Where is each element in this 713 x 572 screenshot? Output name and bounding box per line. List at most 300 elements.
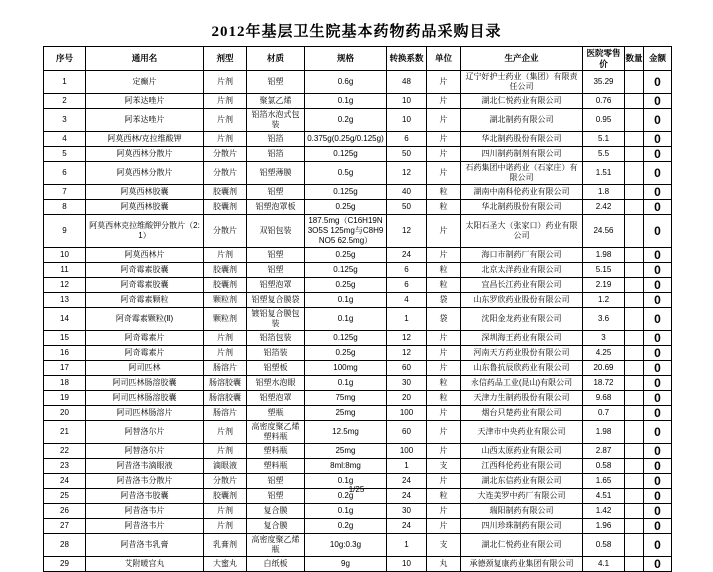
table-row — [44, 376, 672, 391]
cell-specification: 10g:0.3g — [305, 534, 387, 557]
table-row — [44, 421, 672, 444]
cell-manufacturer: 沈阳金龙药业有限公司 — [461, 308, 583, 331]
cell-material: 铝塑复合膜袋 — [247, 293, 305, 308]
column-header-quantity: 数量 — [625, 47, 644, 71]
table-row — [44, 504, 672, 519]
table-row — [44, 263, 672, 278]
cell-serial-number: 27 — [44, 519, 86, 534]
table-row — [44, 406, 672, 421]
cell-quantity — [625, 215, 644, 248]
cell-dosage-form: 肠溶片 — [204, 406, 247, 421]
cell-quantity — [625, 308, 644, 331]
cell-dosage-form: 片剂 — [204, 248, 247, 263]
cell-serial-number: 3 — [44, 109, 86, 132]
cell-amount: 0 — [644, 474, 672, 489]
cell-dosage-form: 片剂 — [204, 109, 247, 132]
cell-specification: 0.125g — [305, 263, 387, 278]
table-row — [44, 519, 672, 534]
table-row — [44, 132, 672, 147]
cell-material: 聚氯乙烯 — [247, 94, 305, 109]
cell-unit: 片 — [427, 331, 461, 346]
cell-dosage-form: 肠溶胶囊 — [204, 376, 247, 391]
cell-unit: 片 — [427, 444, 461, 459]
table-row — [44, 391, 672, 406]
cell-quantity — [625, 519, 644, 534]
cell-unit: 片 — [427, 147, 461, 162]
cell-specification: 0.25g — [305, 248, 387, 263]
cell-generic-name: 阿昔洛韦胶囊 — [86, 489, 204, 504]
cell-material: 铝塑泡罩 — [247, 391, 305, 406]
cell-amount: 0 — [644, 504, 672, 519]
cell-serial-number: 1 — [44, 71, 86, 94]
cell-unit: 片 — [427, 109, 461, 132]
cell-conversion-factor: 1 — [387, 459, 427, 474]
cell-quantity — [625, 391, 644, 406]
cell-specification: 0.1g — [305, 474, 387, 489]
cell-material: 铝塑 — [247, 474, 305, 489]
cell-hospital-retail-price: 24.56 — [583, 215, 625, 248]
cell-manufacturer: 海口市制药厂有限公司 — [461, 248, 583, 263]
cell-material: 铝塑 — [247, 248, 305, 263]
cell-material: 铝塑板 — [247, 361, 305, 376]
cell-hospital-retail-price: 0.7 — [583, 406, 625, 421]
cell-unit: 丸 — [427, 557, 461, 572]
cell-generic-name: 阿苯达唑片 — [86, 94, 204, 109]
cell-material: 铝塑水泡眼 — [247, 376, 305, 391]
cell-dosage-form: 片剂 — [204, 331, 247, 346]
cell-quantity — [625, 504, 644, 519]
cell-generic-name: 阿莫西林胶囊 — [86, 185, 204, 200]
cell-unit: 粒 — [427, 263, 461, 278]
cell-amount: 0 — [644, 534, 672, 557]
cell-unit: 片 — [427, 406, 461, 421]
cell-serial-number: 29 — [44, 557, 86, 572]
cell-quantity — [625, 459, 644, 474]
cell-serial-number: 4 — [44, 132, 86, 147]
cell-material: 白纸板 — [247, 557, 305, 572]
cell-dosage-form: 分散片 — [204, 215, 247, 248]
table-row — [44, 200, 672, 215]
cell-hospital-retail-price: 4.25 — [583, 346, 625, 361]
cell-material: 铝塑 — [247, 185, 305, 200]
cell-quantity — [625, 162, 644, 185]
cell-dosage-form: 乳膏剂 — [204, 534, 247, 557]
table-body — [44, 71, 672, 572]
table-row — [44, 346, 672, 361]
cell-material: 镀铝复合膜包装 — [247, 308, 305, 331]
cell-amount: 0 — [644, 278, 672, 293]
cell-unit: 粒 — [427, 185, 461, 200]
table-row — [44, 444, 672, 459]
cell-specification: 75mg — [305, 391, 387, 406]
cell-generic-name: 阿替洛尔片 — [86, 421, 204, 444]
cell-quantity — [625, 406, 644, 421]
table-row — [44, 248, 672, 263]
cell-generic-name: 阿司匹林肠溶胶囊 — [86, 376, 204, 391]
cell-hospital-retail-price: 1.98 — [583, 248, 625, 263]
page-number: 1/25 — [348, 485, 365, 494]
cell-serial-number: 28 — [44, 534, 86, 557]
cell-unit: 片 — [427, 71, 461, 94]
cell-quantity — [625, 248, 644, 263]
cell-unit: 粒 — [427, 376, 461, 391]
cell-manufacturer: 北京太洋药业有限公司 — [461, 263, 583, 278]
cell-dosage-form: 颗粒剂 — [204, 293, 247, 308]
cell-dosage-form: 片剂 — [204, 504, 247, 519]
cell-serial-number: 8 — [44, 200, 86, 215]
cell-amount: 0 — [644, 391, 672, 406]
cell-unit: 片 — [427, 361, 461, 376]
cell-material: 复合膜 — [247, 504, 305, 519]
cell-hospital-retail-price: 2.87 — [583, 444, 625, 459]
cell-manufacturer: 辽宁好护士药业（集团）有限责任公司 — [461, 71, 583, 94]
cell-serial-number: 16 — [44, 346, 86, 361]
cell-hospital-retail-price: 1.98 — [583, 421, 625, 444]
cell-manufacturer: 四川制药制剂有限公司 — [461, 147, 583, 162]
cell-manufacturer: 湖北制药有限公司 — [461, 109, 583, 132]
cell-hospital-retail-price: 4.51 — [583, 489, 625, 504]
table-row — [44, 94, 672, 109]
table-row — [44, 534, 672, 557]
cell-conversion-factor: 60 — [387, 361, 427, 376]
cell-manufacturer: 天津力生制药股份有限公司 — [461, 391, 583, 406]
cell-quantity — [625, 278, 644, 293]
cell-generic-name: 艾附暖宫丸 — [86, 557, 204, 572]
cell-specification: 0.1g — [305, 376, 387, 391]
cell-amount: 0 — [644, 376, 672, 391]
cell-serial-number: 21 — [44, 421, 86, 444]
cell-conversion-factor: 50 — [387, 200, 427, 215]
cell-generic-name: 阿昔洛韦片 — [86, 504, 204, 519]
cell-amount: 0 — [644, 331, 672, 346]
cell-generic-name: 阿奇霉素颗粒 — [86, 293, 204, 308]
cell-generic-name: 阿司匹林 — [86, 361, 204, 376]
cell-material: 铝塑泡罩板 — [247, 200, 305, 215]
column-header-specification: 规格 — [305, 47, 387, 71]
cell-unit: 片 — [427, 248, 461, 263]
column-header-serial: 序号 — [44, 47, 86, 71]
cell-quantity — [625, 444, 644, 459]
cell-amount: 0 — [644, 459, 672, 474]
cell-generic-name: 阿奇霉素片 — [86, 331, 204, 346]
cell-amount: 0 — [644, 308, 672, 331]
cell-material: 铝塑 — [247, 71, 305, 94]
cell-hospital-retail-price: 0.76 — [583, 94, 625, 109]
cell-material: 塑料瓶 — [247, 459, 305, 474]
cell-dosage-form: 胶囊剂 — [204, 263, 247, 278]
cell-serial-number: 9 — [44, 215, 86, 248]
cell-conversion-factor: 100 — [387, 444, 427, 459]
table-row — [44, 185, 672, 200]
cell-unit: 片 — [427, 346, 461, 361]
cell-serial-number: 25 — [44, 489, 86, 504]
cell-dosage-form: 分散片 — [204, 162, 247, 185]
cell-dosage-form: 片剂 — [204, 444, 247, 459]
cell-hospital-retail-price: 5.15 — [583, 263, 625, 278]
cell-hospital-retail-price: 1.96 — [583, 519, 625, 534]
cell-dosage-form: 片剂 — [204, 346, 247, 361]
table-row — [44, 459, 672, 474]
cell-specification: 0.125g — [305, 147, 387, 162]
cell-amount: 0 — [644, 94, 672, 109]
cell-serial-number: 24 — [44, 474, 86, 489]
cell-hospital-retail-price: 3.6 — [583, 308, 625, 331]
cell-unit: 粒 — [427, 489, 461, 504]
cell-unit: 粒 — [427, 391, 461, 406]
cell-specification: 0.375g(0.25g/0.125g) — [305, 132, 387, 147]
cell-hospital-retail-price: 9.68 — [583, 391, 625, 406]
cell-material: 铝箔 — [247, 147, 305, 162]
cell-serial-number: 20 — [44, 406, 86, 421]
cell-hospital-retail-price: 3 — [583, 331, 625, 346]
cell-hospital-retail-price: 0.58 — [583, 459, 625, 474]
cell-hospital-retail-price: 5.1 — [583, 132, 625, 147]
cell-unit: 片 — [427, 421, 461, 444]
column-header-dosage-form: 剂型 — [204, 47, 247, 71]
cell-specification: 0.25g — [305, 200, 387, 215]
cell-amount: 0 — [644, 162, 672, 185]
cell-amount: 0 — [644, 263, 672, 278]
cell-dosage-form: 片剂 — [204, 421, 247, 444]
column-header-conversion-factor: 转换系数 — [387, 47, 427, 71]
column-header-material: 材质 — [247, 47, 305, 71]
cell-hospital-retail-price: 0.58 — [583, 534, 625, 557]
cell-amount: 0 — [644, 361, 672, 376]
cell-conversion-factor: 10 — [387, 94, 427, 109]
cell-generic-name: 阿昔洛韦滴眼液 — [86, 459, 204, 474]
cell-manufacturer: 山东罗欣药业股份有限公司 — [461, 293, 583, 308]
cell-hospital-retail-price: 20.69 — [583, 361, 625, 376]
cell-specification: 0.1g — [305, 308, 387, 331]
table-row — [44, 278, 672, 293]
page-title: 2012年基层卫生院基本药物药品采购目录 — [211, 24, 502, 40]
cell-conversion-factor: 6 — [387, 132, 427, 147]
cell-manufacturer: 山西太原药业有限公司 — [461, 444, 583, 459]
cell-generic-name: 阿奇霉素胶囊 — [86, 263, 204, 278]
cell-specification: 0.1g — [305, 504, 387, 519]
cell-material: 铝箔装 — [247, 346, 305, 361]
cell-specification: 0.125g — [305, 331, 387, 346]
cell-conversion-factor: 48 — [387, 71, 427, 94]
cell-conversion-factor: 12 — [387, 331, 427, 346]
cell-amount: 0 — [644, 109, 672, 132]
table-row — [44, 557, 672, 572]
cell-specification: 25mg — [305, 444, 387, 459]
cell-dosage-form: 胶囊剂 — [204, 489, 247, 504]
cell-manufacturer: 四川珍珠制药有限公司 — [461, 519, 583, 534]
cell-manufacturer: 湖北仁悦药业有限公司 — [461, 94, 583, 109]
column-header-generic-name: 通用名 — [86, 47, 204, 71]
cell-generic-name: 阿莫西林分散片 — [86, 162, 204, 185]
cell-manufacturer: 江西科伦药业有限公司 — [461, 459, 583, 474]
cell-manufacturer: 湖北仁悦药业有限公司 — [461, 534, 583, 557]
cell-serial-number: 17 — [44, 361, 86, 376]
cell-conversion-factor: 24 — [387, 489, 427, 504]
cell-manufacturer: 承德颈复康药业集团有限公司 — [461, 557, 583, 572]
cell-serial-number: 10 — [44, 248, 86, 263]
cell-specification: 8ml:8mg — [305, 459, 387, 474]
cell-material: 铝塑薄膜 — [247, 162, 305, 185]
cell-material: 铝塑 — [247, 263, 305, 278]
cell-dosage-form: 大蜜丸 — [204, 557, 247, 572]
cell-conversion-factor: 30 — [387, 504, 427, 519]
cell-generic-name: 定癫片 — [86, 71, 204, 94]
cell-manufacturer: 烟台只楚药业有限公司 — [461, 406, 583, 421]
cell-material: 铝箔包装 — [247, 331, 305, 346]
cell-unit: 片 — [427, 474, 461, 489]
cell-specification: 25mg — [305, 406, 387, 421]
cell-generic-name: 阿莫西林/克拉维酸钾 — [86, 132, 204, 147]
cell-conversion-factor: 24 — [387, 519, 427, 534]
cell-material: 高密度聚乙烯塑料瓶 — [247, 421, 305, 444]
column-header-amount: 金额 — [644, 47, 672, 71]
cell-amount: 0 — [644, 406, 672, 421]
cell-manufacturer: 湖北东信药业有限公司 — [461, 474, 583, 489]
cell-generic-name: 阿司匹林肠溶片 — [86, 406, 204, 421]
cell-serial-number: 22 — [44, 444, 86, 459]
cell-quantity — [625, 263, 644, 278]
cell-amount: 0 — [644, 346, 672, 361]
cell-amount: 0 — [644, 185, 672, 200]
cell-amount: 0 — [644, 147, 672, 162]
cell-hospital-retail-price: 1.51 — [583, 162, 625, 185]
cell-specification: 0.25g — [305, 278, 387, 293]
cell-material: 复合膜 — [247, 519, 305, 534]
cell-manufacturer: 大连美罗中药厂有限公司 — [461, 489, 583, 504]
cell-quantity — [625, 557, 644, 572]
cell-specification: 9g — [305, 557, 387, 572]
cell-dosage-form: 片剂 — [204, 132, 247, 147]
cell-dosage-form: 片剂 — [204, 71, 247, 94]
cell-conversion-factor: 10 — [387, 109, 427, 132]
cell-manufacturer: 宜昌长江药业有限公司 — [461, 278, 583, 293]
cell-conversion-factor: 10 — [387, 557, 427, 572]
cell-amount: 0 — [644, 421, 672, 444]
cell-dosage-form: 颗粒剂 — [204, 308, 247, 331]
cell-specification: 187.5mg（C16H19N3O5S 125mg与C8H9NO5 62.5mg） — [305, 215, 387, 248]
cell-serial-number: 11 — [44, 263, 86, 278]
cell-quantity — [625, 200, 644, 215]
cell-manufacturer: 湖南中南科伦药业有限公司 — [461, 185, 583, 200]
cell-generic-name: 阿昔洛韦片 — [86, 519, 204, 534]
cell-quantity — [625, 94, 644, 109]
cell-conversion-factor: 1 — [387, 534, 427, 557]
cell-quantity — [625, 132, 644, 147]
cell-dosage-form: 滴眼液 — [204, 459, 247, 474]
cell-generic-name: 阿司匹林肠溶胶囊 — [86, 391, 204, 406]
cell-material: 双铝包装 — [247, 215, 305, 248]
cell-material: 铝箔 — [247, 132, 305, 147]
cell-unit: 支 — [427, 459, 461, 474]
cell-generic-name: 阿莫西林片 — [86, 248, 204, 263]
cell-serial-number: 26 — [44, 504, 86, 519]
table-row — [44, 293, 672, 308]
cell-conversion-factor: 6 — [387, 263, 427, 278]
cell-dosage-form: 片剂 — [204, 94, 247, 109]
table-row — [44, 147, 672, 162]
cell-serial-number: 5 — [44, 147, 86, 162]
cell-specification: 100mg — [305, 361, 387, 376]
cell-specification: 0.25g — [305, 346, 387, 361]
cell-unit: 片 — [427, 215, 461, 248]
column-header-unit: 单位 — [427, 47, 461, 71]
cell-dosage-form: 肠溶胶囊 — [204, 391, 247, 406]
cell-hospital-retail-price: 2.42 — [583, 200, 625, 215]
cell-quantity — [625, 331, 644, 346]
cell-hospital-retail-price: 1.65 — [583, 474, 625, 489]
cell-hospital-retail-price: 1.2 — [583, 293, 625, 308]
cell-serial-number: 6 — [44, 162, 86, 185]
cell-serial-number: 7 — [44, 185, 86, 200]
cell-specification: 0.125g — [305, 185, 387, 200]
cell-manufacturer: 石药集团中诺药业（石家庄）有限公司 — [461, 162, 583, 185]
cell-unit: 片 — [427, 504, 461, 519]
table-row — [44, 308, 672, 331]
cell-amount: 0 — [644, 71, 672, 94]
cell-manufacturer: 天津市中央药业有限公司 — [461, 421, 583, 444]
cell-dosage-form: 胶囊剂 — [204, 278, 247, 293]
cell-specification: 12.5mg — [305, 421, 387, 444]
cell-specification: 0.2g — [305, 109, 387, 132]
cell-unit: 粒 — [427, 200, 461, 215]
table-row — [44, 71, 672, 94]
column-header-manufacturer: 生产企业 — [461, 47, 583, 71]
cell-conversion-factor: 12 — [387, 346, 427, 361]
cell-amount: 0 — [644, 444, 672, 459]
cell-manufacturer: 深圳海王药业有限公司 — [461, 331, 583, 346]
cell-serial-number: 18 — [44, 376, 86, 391]
cell-generic-name: 阿昔洛韦乳膏 — [86, 534, 204, 557]
table-row — [44, 109, 672, 132]
cell-manufacturer: 太阳石圣大（张家口）药业有限公司 — [461, 215, 583, 248]
cell-specification: 0.1g — [305, 293, 387, 308]
table-row — [44, 215, 672, 248]
cell-generic-name: 阿奇霉素片 — [86, 346, 204, 361]
cell-conversion-factor: 100 — [387, 406, 427, 421]
cell-dosage-form: 肠溶片 — [204, 361, 247, 376]
cell-material: 铝箔水泡式包装 — [247, 109, 305, 132]
cell-amount: 0 — [644, 489, 672, 504]
cell-manufacturer: 河南天方药业股份有限公司 — [461, 346, 583, 361]
cell-quantity — [625, 421, 644, 444]
table-header-row — [44, 47, 672, 71]
cell-hospital-retail-price: 2.19 — [583, 278, 625, 293]
cell-serial-number: 12 — [44, 278, 86, 293]
cell-hospital-retail-price: 18.72 — [583, 376, 625, 391]
cell-generic-name: 阿奇霉素胶囊 — [86, 278, 204, 293]
table-row — [44, 162, 672, 185]
cell-conversion-factor: 50 — [387, 147, 427, 162]
cell-dosage-form: 分散片 — [204, 474, 247, 489]
cell-hospital-retail-price: 35.29 — [583, 71, 625, 94]
cell-conversion-factor: 60 — [387, 421, 427, 444]
cell-dosage-form: 胶囊剂 — [204, 200, 247, 215]
cell-specification: 0.2g — [305, 519, 387, 534]
cell-manufacturer: 华北制药股份有限公司 — [461, 132, 583, 147]
cell-dosage-form: 片剂 — [204, 519, 247, 534]
cell-serial-number: 13 — [44, 293, 86, 308]
cell-material: 铝塑 — [247, 489, 305, 504]
cell-amount: 0 — [644, 248, 672, 263]
cell-hospital-retail-price: 5.5 — [583, 147, 625, 162]
cell-generic-name: 阿莫西林分散片 — [86, 147, 204, 162]
cell-amount: 0 — [644, 519, 672, 534]
cell-specification: 0.1g — [305, 94, 387, 109]
cell-quantity — [625, 147, 644, 162]
cell-amount: 0 — [644, 557, 672, 572]
cell-manufacturer: 山东鲁抗辰欣药业有限公司 — [461, 361, 583, 376]
cell-hospital-retail-price: 1.8 — [583, 185, 625, 200]
